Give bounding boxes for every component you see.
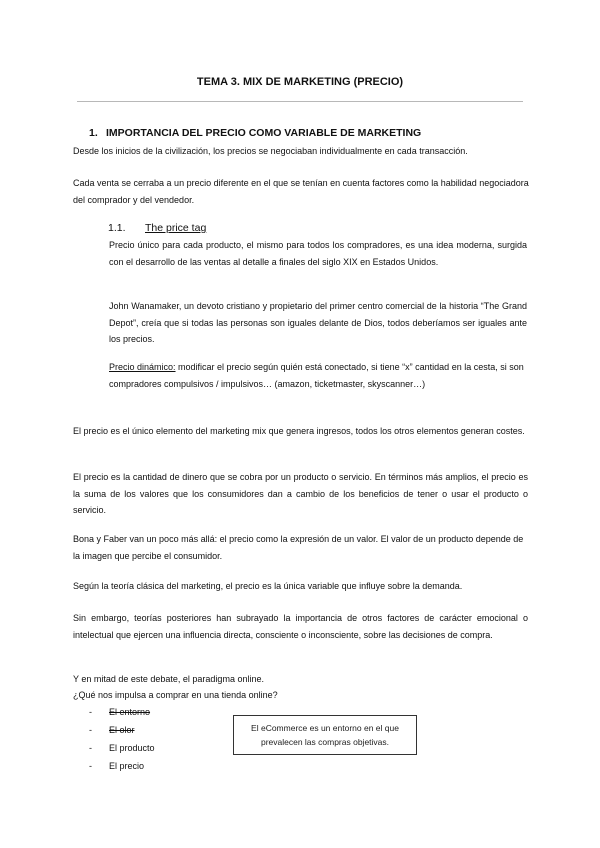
paragraph-negotiation: Cada venta se cerraba a un precio diferente en el que se tenían en cuenta factores como la habilidad negociadora del comprador y del vendedor. [73,178,529,205]
section-1-number: 1. [89,127,98,139]
paragraph-wanamaker: John Wanamaker, un devoto cristiano y propietario del primer centro comercial de la historia “The Grand Depot”, creía que si todas las personas son iguales delante de Dios, todos deberíamos ser iguales ante los precios. [109,301,527,344]
list-item [89,721,155,739]
list-dash: - [89,743,92,753]
paragraph-dynamic-price [109,359,527,392]
list-item [89,703,155,721]
section-1-1-heading-text: The price tag [145,222,207,234]
dynamic-price-text: modificar el precio según quién está conectado, si tiene “x” cantidad en la cesta, si son compradores compulsivos / impulsivos… (amazon, ticketmaster, skyscanner…) [109,362,524,389]
list-dash: - [89,707,92,717]
section-1-1-heading [108,222,206,234]
list-dash: - [89,725,92,735]
document-title: TEMA 3. MIX DE MARKETING (PRECIO) [196,76,404,88]
list-item-text: El precio [109,761,145,771]
section-1-heading-text: IMPORTANCIA DEL PRECIO COMO VARIABLE DE MARKETING [106,127,422,139]
factor-list [89,703,155,775]
dynamic-price-label: Precio dinámico: [109,362,176,372]
section-1-1-number: 1.1. [108,222,126,234]
list-item [89,757,155,775]
list-item-text: El entorno [109,707,151,717]
section-1-heading [89,127,421,139]
paragraph-bona-faber: Bona y Faber van un poco más allá: el precio como la expresión de un valor. El valor de un producto depende de la imagen que percibe el consumidor. [73,534,524,561]
ecommerce-note-box: El eCommerce es un entorno en el que prevalecen las compras objetivas. [233,715,417,755]
list-item-text: El producto [109,743,155,753]
paragraph-online-question: ¿Qué nos impulsa a comprar en una tienda online? [73,690,278,700]
title-divider [77,101,523,102]
list-item-text: El olor [109,725,135,735]
paragraph-later-theories: Sin embargo, teorías posteriores han subrayado la importancia de otros factores de carácter emocional o intelectual que ejercen una influencia directa, consciente o inconsciente, sobre las decisiones de compra. [73,613,528,640]
paragraph-online-paradigm: Y en mitad de este debate, el paradigma online. [73,674,264,684]
paragraph-definition: El precio es la cantidad de dinero que se cobra por un producto o servicio. En términos más amplios, el precio es la suma de los valores que los consumidores dan a cambio de los beneficios de tener o usar el producto o servicio. [73,472,528,515]
list-dash: - [89,761,92,771]
paragraph-price-tag: Precio único para cada producto, el mismo para todos los compradores, es una idea moderna, surgida con el desarrollo de las ventas al detalle a finales del siglo XIX en Estados Unidos. [109,240,527,267]
paragraph-income: El precio es el único elemento del marketing mix que genera ingresos, todos los otros elementos generan costes. [73,426,525,436]
paragraph-origins: Desde los inicios de la civilización, los precios se negociaban individualmente en cada transacción. [73,146,468,156]
list-item [89,739,155,757]
paragraph-classic-theory: Según la teoría clásica del marketing, el precio es la única variable que influye sobre la demanda. [73,581,463,591]
